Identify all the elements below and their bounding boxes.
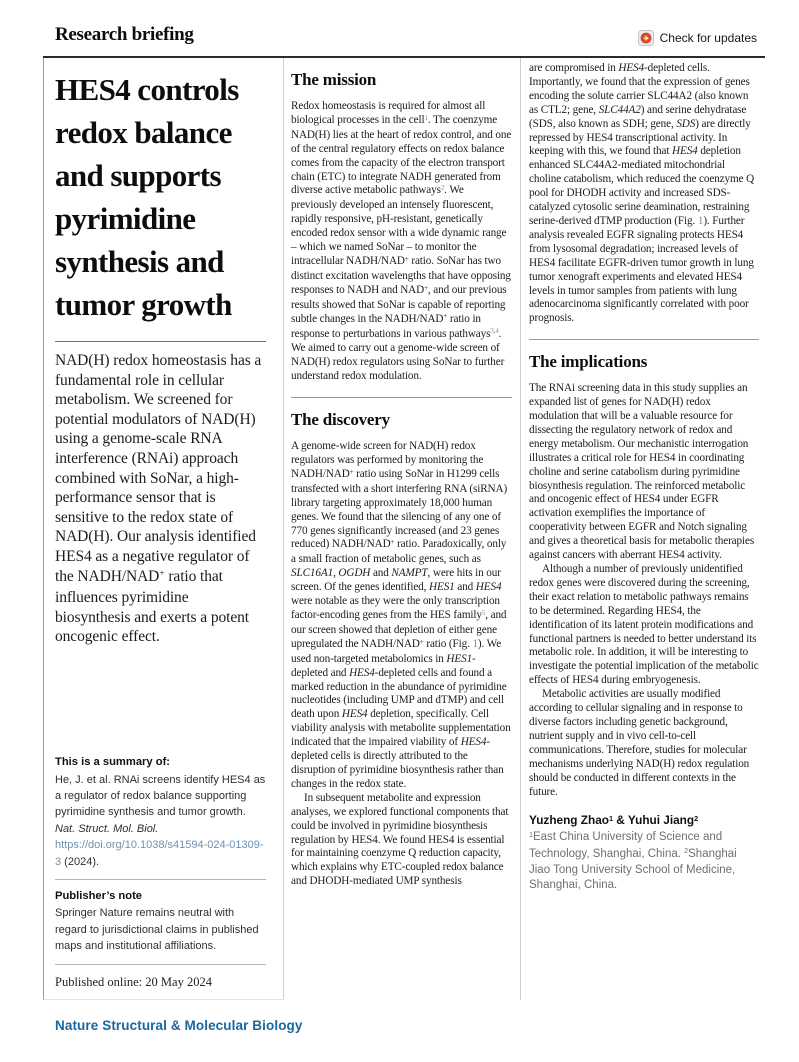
left-column: [43, 58, 284, 1000]
right-column: [521, 58, 765, 1000]
reference-5-link[interactable]: 5: [481, 608, 486, 617]
summary-heading: This is a summary of:: [55, 756, 171, 769]
publishers-note-divider: [55, 964, 266, 965]
mission-heading: The mission: [291, 70, 377, 89]
reference-3-4-link[interactable]: 3,4: [490, 327, 499, 336]
journal-footer: Nature Structural & Molecular Biology: [55, 1018, 303, 1033]
citation-text: He, J. et al. RNAi screens identify HES4 as a regulator of redox balance supporting pyrimidine synthesis and tumor growth. Nat. Struct. Mol. Biol. https://doi.org/10.1038/s41594-024-01309-3 (2024).: [55, 773, 266, 868]
discovery-divider: [291, 397, 512, 398]
content-columns: [43, 58, 765, 1000]
discovery-paragraph-2-start: In subsequent metabolite and expression analyses, we explored functional components that could be involved in pyrimidine biosynthesis regulation by HES4. We found HES4 is essential for maintaining coenzyme Q reduction capacity, which explains why ETC-coupled redox balance and DHODH-mediated UMP synthesis: [291, 791, 509, 888]
abstract-divider: [55, 341, 266, 342]
summary-block: [55, 754, 266, 993]
page-kicker: Research briefing: [55, 24, 194, 45]
implications-heading: The implications: [529, 352, 648, 372]
discovery-paragraph-2-continued: are compromised in HES4-depleted cells. Importantly, we found that the expression of genes encoding the solute carrier SLC44A2 (also known as CTL2; gene, SLC44A2) and serine dehydratase (SDS, also known as SDH; gene, SDS) are directly repressed by HES4 transcriptional activity. In keeping with this, we found that HES4 depletion enhanced SLC44A2-mediated mitochondrial choline catabolism, which reduced the coenzyme Q pool for DHODH activity and increased SDS-catalyzed cytosolic serine deamination, restraining serine-derived dTMP production (Fig. 1). Further analysis revealed EGFR signaling protects HES4 from lysosomal degradation; increased levels of HES4 facilitate EGFR-driven tumor growth in lung tumor xenograft experiments and elevated HES4 levels in tumor samples from patients with lung adenocarcinoma significantly correlated with poor prognosis.: [529, 62, 755, 325]
author-affiliations: $^1$East China University of Science and Technology, Shanghai, China. $^2$Shanghai Jiao Tong University School of Medicine, Shanghai, China.: [529, 831, 737, 892]
published-online-date: Published online: 20 May 2024: [55, 974, 212, 989]
implications-paragraph-3: Metabolic activities are usually modified according to cellular signaling and in response to diverse factors including genetic background, nutrient supply and in vivo cell-to-cell communications. Therefore, studies for molecular mechanisms underlying NAD(H) redox regulation should be conducted in different contexts in the future.: [529, 688, 750, 798]
figure-1-link[interactable]: 1: [472, 637, 478, 650]
crossmark-icon: [638, 30, 654, 46]
discovery-paragraph-1: A genome-wide screen for NAD(H) redox regulators was performed by monitoring the NADH/NAD+ ratio using SoNar in H1299 cells transfected with a short interfering RNA (siRNA) library targeting approximately 18,000 human genes. We found that the silencing of any one of 770 genes significantly increased (and 23 genes reduced) NADH/NAD+ ratio. Paradoxically, only a small fraction of metabolic genes, such as SLC16A1, OGDH and NAMPT, were hits in our screen. Of the genes identified, HES1 and HES4 were notable as they were the only transcription factor-encoding genes from the HES family$^5$, and our screen showed that depletion of either gene upregulated the NADH/NAD+ ratio (Fig. 1). We used non-targeted metabolomics in HES1-depleted and HES4-depleted cells and found a marked reduction in the abundance of pyrimidine nucleotides (including UMP and dTMP) and cell death upon HES4 depletion, specifically. Cell viability analysis with metabolite supplementation indicated that the impaired viability of HES4-depleted cells is directly attributed to the disruption of pyrimidine biosynthesis rather than changes in the redox state.: [291, 440, 511, 790]
reference-1-link[interactable]: 1: [424, 113, 428, 122]
discovery-heading: The discovery: [291, 410, 390, 430]
implications-divider: [529, 339, 759, 340]
mission-paragraph: Redox homeostasis is required for almost all biological processes in the cell$^1$. The coenzyme NAD(H) lies at the heart of redox control, and one of the central regulatory effects on redox balance comes from the capacity of the electron transport chain (ETC) to integrate NADH generated from diverse active metabolic pathways$^2$. We previously developed an intensely fluorescent, rapidly responsive, pH-resistant, genetically encoded redox sensor with a wide dynamic range – which we named SoNar – to monitor the intracellular NADH/NAD+ ratio. SoNar has two distinct excitation wavelengths that have opposing responses to NADH and NAD+, and our previous results showed that SoNar is capable of reporting subtle changes in the NADH/NAD+ ratio in response to perturbations in various pathways$^{3,4}$. We aimed to carry out a genome-wide screen of NAD(H) redox regulators using SoNar to further understand redox modulation.: [291, 100, 512, 383]
abstract-text: NAD(H) redox homeostasis has a fundamental role in cellular metabolism. We screened for potential modulators of NAD(H) using a genome-scale RNA interference (RNAi) approach combined with SoNar, a high-performance sensor that is sensitive to the redox state of NAD(H). Our analysis identified HES4 as a negative regulator of the NADH/NAD+ ratio that influences pyrimidine biosynthesis and exerts a potent oncogenic effect.: [55, 352, 262, 646]
doi-link[interactable]: https://doi.org/10.1038/s41594-024-01309-3: [55, 839, 264, 868]
check-for-updates-label: Check for updates: [659, 31, 757, 45]
author-names: Yuzheng Zhao$^1$ & Yuhui Jiang$^2$: [529, 813, 699, 828]
figure-1-link[interactable]: 1: [697, 214, 704, 227]
check-for-updates-button[interactable]: [638, 30, 757, 46]
implications-paragraph-1: The RNAi screening data in this study supplies an expanded list of genes for NAD(H) redox modulation that will be a valuable resource for dissecting the regulatory network of redox and energy metabolism. Our mechanistic interrogation illustrates a critical role for HES4 in coordinating choline and serine catabolism during pyrimidine biosynthesis regulation. The reinforced metabolic and oncogenic effect of HES4 under EGFR activation exemplifies the importance of cooperativity between EGFR and Notch signaling and gives a theoretical basis for metabolic therapies against cancers with aberrant HES4 activity.: [529, 382, 755, 562]
implications-paragraph-2: Although a number of previously unidentified redox genes were discovered during the screening, their exact relation to metabolic pathways remains to be determined. Regarding HES4, the identification of its latent protein modifications and functional partners is needed to better understand its metabolic role. In addition, it will be interesting to investigate the potential implication of the metabolic effects of HES4 during embryogenesis.: [529, 563, 759, 687]
publishers-note-body: Springer Nature remains neutral with regard to jurisdictional claims in published maps and institutional affiliations.: [55, 907, 259, 953]
middle-column: [284, 58, 521, 1000]
publishers-note-heading: Publisher’s note: [55, 889, 143, 902]
reference-2-link[interactable]: 2: [440, 184, 445, 193]
summary-divider: [55, 879, 266, 880]
article-title: HES4 controls redox balance and supports pyrimidine synthesis and tumor growth: [55, 72, 239, 322]
